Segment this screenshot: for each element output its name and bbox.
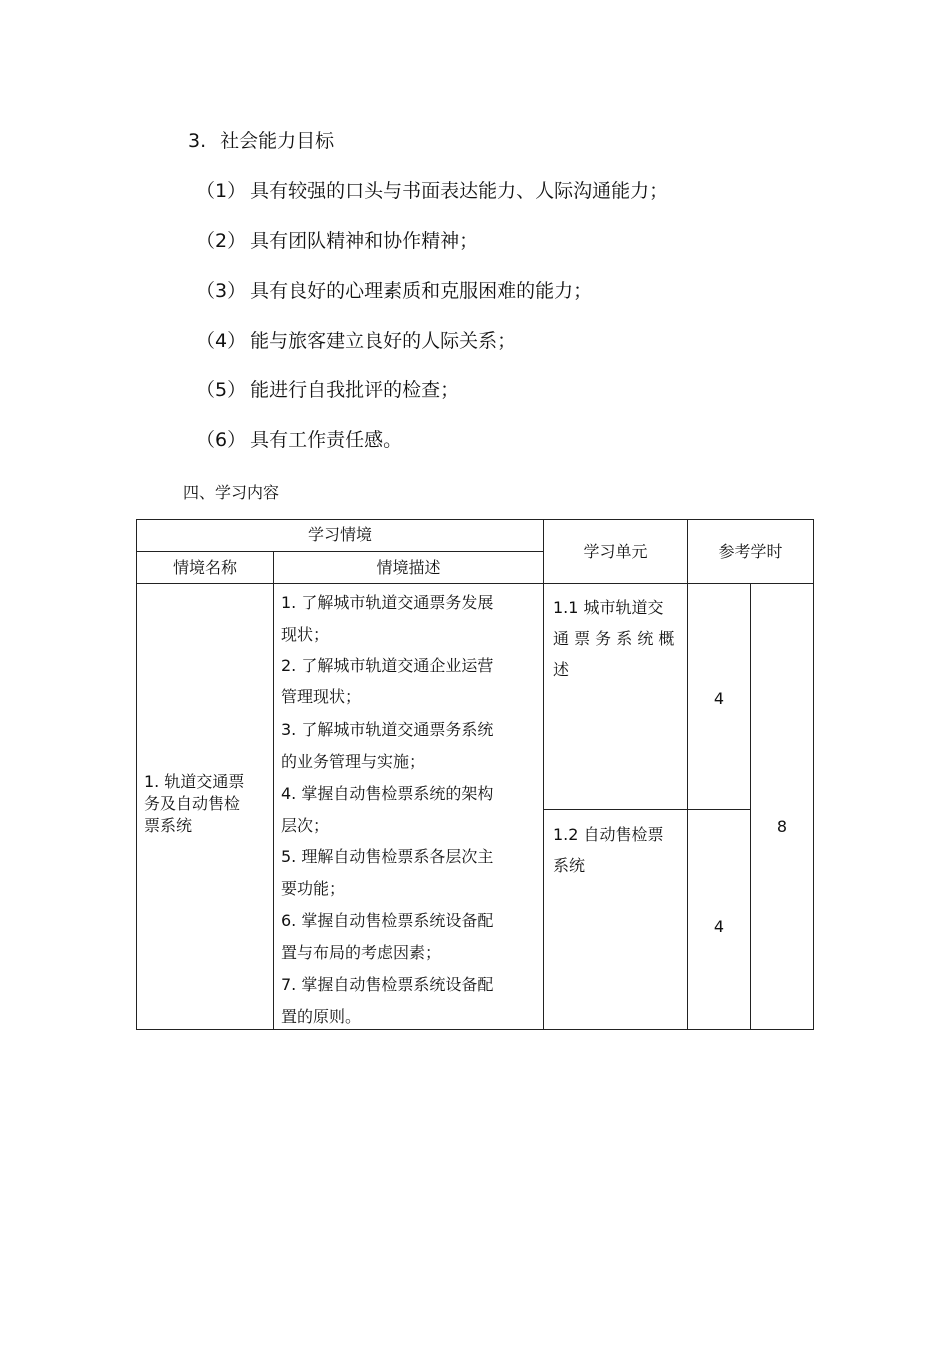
situation-desc-line: 2. 了解城市轨道交通企业运营 <box>281 656 494 675</box>
situation-desc-line: 1. 了解城市轨道交通票务发展 <box>281 593 494 612</box>
situation-desc-line: 要功能； <box>281 879 346 898</box>
situation-desc-line: 层次； <box>281 816 330 835</box>
table-col-divider <box>273 551 274 1030</box>
table-border-right <box>813 519 814 1030</box>
table-col-divider <box>543 519 544 1030</box>
learning-unit-line: 述 <box>553 660 570 679</box>
situation-name <box>144 771 272 837</box>
goal-index: （4） <box>196 330 247 352</box>
section-title: 社会能力目标 <box>220 130 335 152</box>
goal-item <box>196 426 402 454</box>
learning-unit-line: 1.1 城市轨道交 <box>553 598 664 617</box>
goal-item <box>196 327 516 355</box>
situation-desc-line: 4. 掌握自动售检票系统的架构 <box>281 784 494 803</box>
unit-hours: 4 <box>713 917 725 936</box>
goal-text: 能与旅客建立良好的人际关系； <box>250 330 517 352</box>
goal-index: （3） <box>196 280 247 302</box>
goal-item <box>196 376 459 404</box>
table-border-top <box>136 519 814 520</box>
table-border-left <box>136 519 137 1030</box>
situation-desc-line: 3. 了解城市轨道交通票务系统 <box>281 720 494 739</box>
situation-desc-line: 置的原则。 <box>281 1007 362 1026</box>
goal-text: 具有良好的心理素质和克服困难的能力； <box>250 280 593 302</box>
situation-desc-line: 5. 理解自动售检票系各层次主 <box>281 847 494 866</box>
goal-index: （1） <box>196 180 247 202</box>
situation-desc-line: 7. 掌握自动售检票系统设备配 <box>281 975 494 994</box>
learning-unit <box>553 592 683 685</box>
learning-unit-line: 1.2 自动售检票 <box>553 825 664 844</box>
goal-text: 具有工作责任感。 <box>250 429 403 451</box>
table-col-divider <box>687 519 688 1030</box>
goal-index: （5） <box>196 379 247 401</box>
situation-desc-line: 管理现状； <box>281 687 362 706</box>
goal-item <box>196 277 592 305</box>
table-header-divider <box>136 551 544 552</box>
header-situation-name: 情境名称 <box>172 558 237 577</box>
total-hours: 8 <box>776 817 788 836</box>
header-situation-desc: 情境描述 <box>376 558 441 577</box>
goal-text: 能进行自我批评的检查； <box>250 379 460 401</box>
goal-item <box>196 177 668 205</box>
header-reference-hours: 参考学时 <box>718 542 783 561</box>
section-heading <box>188 127 334 155</box>
goal-index: （6） <box>196 429 247 451</box>
goal-text: 具有团队精神和协作精神； <box>250 230 479 252</box>
situation-desc-line: 置与布局的考虑因素； <box>281 943 442 962</box>
goal-index: （2） <box>196 230 247 252</box>
situation-desc-line: 的业务管理与实施； <box>281 752 426 771</box>
learning-unit <box>553 819 683 881</box>
learning-content-heading: 四、学习内容 <box>183 483 280 502</box>
situation-desc-line: 6. 掌握自动售检票系统设备配 <box>281 911 494 930</box>
learning-unit-line: 通 票 务 系 统 概 <box>553 629 675 648</box>
situation-desc-line: 现状； <box>281 625 330 644</box>
situation-name-line: 票系统 <box>144 816 193 835</box>
table-border-bottom <box>136 1029 814 1030</box>
section-number: 3. <box>188 130 207 152</box>
unit-hours: 4 <box>713 689 725 708</box>
learning-unit-line: 系统 <box>553 856 586 875</box>
goal-text: 具有较强的口头与书面表达能力、人际沟通能力； <box>250 180 669 202</box>
header-learning-unit: 学习单元 <box>583 542 648 561</box>
situation-name-line: 1. 轨道交通票 <box>144 772 245 791</box>
table-col-divider <box>750 583 751 1030</box>
table-header-bottom <box>136 583 814 584</box>
goal-item <box>196 227 478 255</box>
situation-name-line: 务及自动售检 <box>144 794 241 813</box>
header-situation: 学习情境 <box>307 525 372 544</box>
table-unit-divider <box>543 809 751 810</box>
